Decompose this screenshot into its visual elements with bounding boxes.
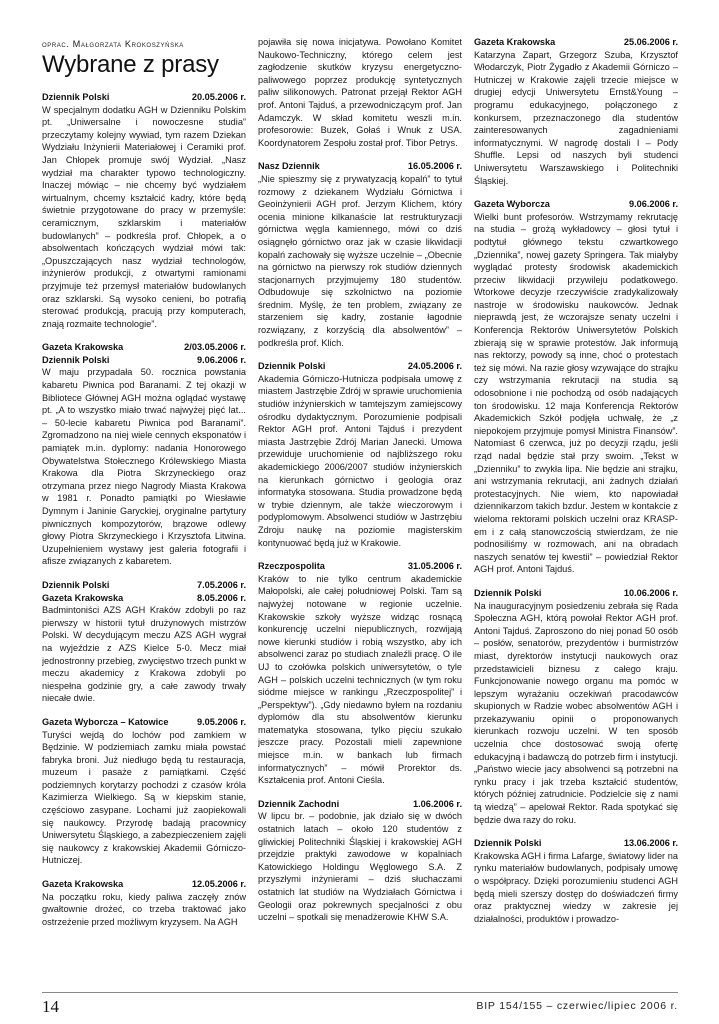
press-entry (474, 837, 678, 925)
press-entry (258, 560, 462, 787)
entry-source: Dziennik Polski (258, 361, 326, 372)
entry-source: Dziennik Polski (42, 354, 110, 365)
entry-text: W maju przypadała 50. rocznica powstania kabaretu Piwnica pod Baranami. Z tej okazji w Bibliotece Głównej AGH można oglądać wystawę pt. „A to wszystko miało trwać najwyżej pięć lat... – 50-lecie kabaretu Piwnica pod Baranami”. Zgromadzono na niej wiele cennych eksponatów i pamiątek m.in. dyplomy: nadania Honorowego Obywatelstwa Stołecznego Królewskiego Miasta Krakowa dla Piotra Skrzyneckiego oraz otrzymana przez niego Nagrody Miasta Krakowa w 1981 r. Ponadto pamiątki po Wiesławie Dymnym i Janinie Garyckiej, oryginalne partytury piwnicznych kompozytorów, brązowe odlewy głowy Piotra Skrzyneckiego i Krzysztofa Litwina. Uzupełnieniem wystawy jest galeria fotografii i afisze związanych z kabaretem. (42, 367, 246, 567)
entry-source: Gazeta Wyborcza (474, 199, 550, 210)
entry-header (258, 360, 462, 373)
entry-text: W specjalnym dodatku AGH w Dzienniku Polskim pt. „Uniwersalne i nowoczesne studia” przeczytamy kolejny wywiad, tym razem Dziekan Wydziału Inżynierii Materiałowej i Ceramiki prof. Jan Chłopek promuje swój Wydział. „Nasz wydział ma charakter typowo technologiczny. Inaczej mówiąc – nie chcemy być wydziałem wirtualnym, chcemy kształcić kadry, które będą świetnie przygotowane do pracy w przemyśle: ceramicznym, szklarskim i materiałów budowlanych” – podkreśla prof. Chłopek, a o absolwentach kończących wydział mówi tak: „Opuszczających nasz wydział technologów, inżynierów produkcji, z otwartymi ramionami przyjmuje też przemysł materiałów budowlanych oraz szklarski. Są wysoko cenieni, bo potrafią sterować produkcją, pracują przy komputerach, znają rozmaite technologie”. (42, 104, 246, 329)
press-entry (474, 198, 678, 576)
entry-text: Akademia Górniczo-Hutnicza podpisała umowę z miastem Jastrzębie Zdrój w sprawie uruchomienia studiów inżynierskich w tamtejszym zamiejscowy ośrodku dydaktycznym. Porozumienie podpisali Rektor AGH prof. Antoni Tajduś i prezydent miasta Jastrzębie Zdrój Marian Janecki. Umowa przewiduje uruchomienie od najbliższego roku akademickiego 2006/2007 studiów inżynierskich na kierunkach górnictwo i geologia oraz informatyka stosowana. Studia prowadzone będą w trybie dziennym, ale także wieczorowym i podyplomowym. Absolwenci studiów w Jastrzębiu Zdroju naukę na poziomie magisterskim kontynuować będą już w Krakowie. (258, 373, 462, 548)
press-entry (258, 160, 462, 349)
entry-date: 2/03.05.2006 r. (184, 342, 246, 353)
entry-header (42, 354, 246, 367)
entry-date: 24.05.2006 r. (407, 361, 462, 372)
entry-text: Na początku roku, kiedy paliwa zaczęły znów gwałtownie drożeć, co trzeba traktować jako ostrzeżenie przed możliwym kryzysem. Na AGH (42, 891, 246, 927)
footer-rule (42, 992, 678, 993)
entry-header (474, 587, 678, 600)
entry-date: 31.05.2006 r. (407, 561, 462, 572)
entry-header (42, 341, 246, 354)
column-2 (258, 36, 462, 984)
entry-text: Kraków to nie tylko centrum akademickie Małopolski, ale całej południowej Polski. Tam są najwyżej notowane w regionie uczelnie. Krakowskie szkoły wyższe widząc rosnącą konkurencję uczelni niepublicznych, rozwijają nowe kierunki studiów i robią wszystko, aby ich absolwenci zaraz po studiach znaleźli pracę. O ile UJ to czołówka polskich uniwersytetów, o tyle AGH – polskich uczelni technicznych (w tym roku siódme miejsce w rankingu „Rzeczpospolitej” i „Perspektyw”). „Gdy niedawno byłem na rozdaniu dyplomów dla stu absolwentów kierunku matematyka stosowana, tylko pięciu szukało jeszcze pracy. Pozostali mieli zapewnione miejsce m.in. w bankach lub firmach informatycznych” – mówił Prorektor ds. Kształcenia prof. Antoni Cieśla. (258, 573, 462, 786)
page-number: 14 (42, 997, 59, 1016)
entry-date: 8.05.2006 r. (196, 592, 246, 603)
entry-date: 9.05.2006 r. (196, 716, 246, 727)
entry-header (474, 36, 678, 49)
entry-text: „Nie spieszmy się z prywatyzacją kopalń” to tytuł rozmowy z dziekanem Wydziału Górnictwa i Geoinżynierii AGH prof. Jerzym Klichem, który ocenia minione kilkanaście lat restrukturyzacji górnictwa węgla kamiennego, mówi co dziś osiągnęło górnictwo oraz jak w czasie likwidacji kopalń zachowały się wyższe uczelnie – „Obecnie na górnictwo na pierwszy rok studiów dziennych stacjonarnych przyjmujemy 180 studentów. Odbudowuje się szkolnictwo na poziomie średnim. Myślę, że ten problem, związany ze starzeniem się kadry, zostanie łagodnie rozwiązany, z korzyścią dla absolwentów” – podkreśla prof. Klich. (258, 173, 462, 348)
entry-date: 1.06.2006 r. (412, 798, 462, 809)
press-entry (42, 341, 246, 568)
entry-header (258, 160, 462, 173)
entry-date: 13.06.2006 r. (623, 838, 678, 849)
entry-source: Gazeta Krakowska (42, 592, 124, 603)
entry-header (474, 837, 678, 850)
article-columns (42, 36, 678, 984)
issue-label: BIP 154/155 – czerwiec/lipiec 2006 r. (476, 1000, 678, 1012)
entry-source: Nasz Dziennik (258, 161, 320, 172)
entry-header (42, 91, 246, 104)
entry-date: 7.05.2006 r. (196, 579, 246, 590)
entry-text: Badmintoniści AZS AGH Kraków zdobyli po raz pierwszy w historii tytuł drużynowych mistrzów Polski. W decydującym meczu AZS AGH wygrał na wyjeździe z AZS Kielce 5-0. Mecz miał jednostronny przebieg, zwycięstwo trzech punkt w meczu akademicy z Krakowa zdobyli po niespełna godzinie gry, a całe zawody trwały niecałe dwie. (42, 605, 246, 704)
entry-header (474, 198, 678, 211)
entry-header (258, 560, 462, 573)
press-entry (42, 579, 246, 705)
column-1 (42, 36, 246, 984)
entry-date: 25.06.2006 r. (623, 37, 678, 47)
entry-source: Gazeta Krakowska (42, 342, 124, 353)
entry-source: Dziennik Polski (474, 587, 542, 598)
entry-text: Na inauguracyjnym posiedzeniu zebrała się Rada Społeczna AGH, którą powołał Rektor AGH prof. Antoni Tajduś. Zaproszono do niej ponad 50 osób – posłów, senatorów, prezydentów i burmistrzów miast, dyrektorów instytucji naukowych oraz przedstawicieli biznesu z całego kraju. Funkcjonowanie nowego organu ma pomóc w lepszym wyrażaniu oczekiwań pracodawców skupionych w Radzie wobec absolwentów AGH i przekazywaniu opinii o proponowanych kierunkach rozwoju uczelni. W ten sposób uczelnia chce dostosować swoją ofertę edukacyjną i badawczą do potrzeb firm i instytucji. „Państwo wiecie jacy absolwenci są potrzebni na rynku pracy i jak trzeba kształcić studentów, których później zatrudnicie. Podzielcie się z nami tą wiedzą” – apelował Rektor. Rada spotykać się będzie dwa razy do roku. (474, 600, 678, 825)
entry-header (42, 878, 246, 891)
entry-text: Wielki bunt profesorów. Wstrzymamy rekrutację na studia – grożą wykładowcy – głosi tytuł i podtytuł głównego tekstu czwartkowego „Dziennika”, nowej gazety Springera. Tak miałyby wyglądać protesty środowisk akademickich przeciw likwidacji przywileju podatkowego. Wtorkowe decyzje rzeczywiście zradykalizowały nastroje w środowisku naukowców. Jednak nieprawdą jest, że wczorajsze senaty uczelni i Konferencja Rektorów Uniwersytetów Polskich zbierają się w sprawie protestów. Jak informują nas rektorzy, powody są inne, choć o protestach też się mówi. Na razie głosy wzywające do strajku czy wstrzymania rekrutacji na studia są odosobnione i nie pochodzą od osób nadających ton środowisku. 12 maja Konferencja Rektorów Akademickich Szkół podjęła uchwałę, że „z niepokojem przyjmuje pomysł Ministra Finansów”. Natomiast 6 czerwca, już po decyzji rządu, jeśli rząd nadal będzie stał przy swoim. „Tekst w „Dzienniku” to zwykła lipa. Nie będzie ani strajku, ani wstrzymania rekrutacji, ani żadnych działań protestacyjnych. Nie wiem, kto napowiadał dziennikarzom takich bzdur. Jestem w kontakcie z wieloma rektorami polskich uczelni oraz KRASP-em i z całą stanowczością stwierdzam, że nie podnosiliśmy w rozmowach, ani na obradach naszych senatów tej kwestii” – powiedział Rektor AGH prof. Antoni Tajduś. (474, 211, 678, 575)
entry-date: 9.06.2006 r. (196, 354, 246, 365)
press-entry (42, 91, 246, 330)
entry-date: 20.05.2006 r. (191, 92, 246, 102)
entry-date: 9.06.2006 r. (628, 199, 678, 210)
entry-source: Dziennik Polski (42, 579, 110, 590)
author-byline: oprac. Małgorzata Krokoszyńska (42, 39, 184, 49)
press-entry (42, 878, 246, 928)
entry-text: pojawiła się nowa inicjatywa. Powołano Komitet Naukowo-Techniczny, którego celem jest zagłodzenie skutków kryzysu energetyczno-paliwowego poprzez produkcję syntetycznych paliw silikonowych. Patronat przejął Rektor AGH prof. Antoni Tajduś, a przewodniczącym prof. Jan Adamczyk. W skład komitetu weszli m.in. profesorowie: Buzek, Gołaś i Wnuk z USA. Koordynatorem Zespołu został prof. Tibor Petrys. (258, 37, 462, 148)
column-3 (474, 36, 678, 984)
entry-header (42, 592, 246, 605)
press-entry (258, 798, 462, 924)
press-entry (474, 587, 678, 826)
entry-source: Gazeta Krakowska (42, 879, 124, 890)
press-entry (258, 360, 462, 549)
column-entries (474, 36, 678, 925)
press-entry (42, 716, 246, 867)
press-entry (474, 36, 678, 187)
entry-source: Dziennik Polski (42, 92, 110, 102)
press-entry (258, 36, 462, 149)
entry-header (42, 716, 246, 729)
entry-text: Katarzyna Zapart, Grzegorz Szuba, Krzysztof Włodarczyk, Piotr Żygadło z Akademii Górniczo – Hutniczej w Krakowie zajęli trzecie miejsce w drugiej edycji Uniwersytetu Ernst&Young – programu edukacyjnego, połączonego z konkursem, przeznaczonego dla studentów zainteresowanych zagadnieniami informatycznymi. W nagrodę dostali I – Pody Shuffle. Lepsi od naszych byli studenci Uniwersytetu Warszawskiego i Politechniki Śląskiej. (474, 49, 678, 186)
entry-header (42, 579, 246, 592)
entry-source: Dziennik Polski (474, 838, 542, 849)
entry-text: Turyści wejdą do lochów pod zamkiem w Będzinie. W podziemiach zamku miała powstać fabryka broni. Już niedługo będą tu restauracja, muzeum i pasaże z pamiątkami. Część podziemnych korytarzy pochodzi z czasów króla Kazimierza Wielkiego. Są w kiepskim stanie, częściowo zasypane. Lochami już zaopiekowali się naukowcy. Przyrodę badają pracownicy Uniwersytetu Śląskiego, a zabezpieczeniem zajęli się naukowcy z krakowskiej Akademii Górniczo-Hutniczej. (42, 729, 246, 866)
entry-date: 16.05.2006 r. (407, 161, 462, 172)
entry-header (258, 798, 462, 811)
entry-source: Gazeta Krakowska (474, 37, 556, 47)
entry-source: Gazeta Wyborcza – Katowice (42, 716, 169, 727)
entry-date: 10.06.2006 r. (623, 587, 678, 598)
entry-text: W lipcu br. – podobnie, jak działo się w dwóch ostatnich latach – około 120 studentów z gliwickiej Politechniki Śląskiej i krakowskiej AGH przejdzie praktyki zawodowe w kopalniach Katowickiego Holdingu Węglowego S.A. Z przyszłymi inżynierami – dziś słuchaczami ostatnich lat studiów na Wydziałach Górnictwa i Geologii oraz pokrewnych specjalności z obu uczelni – spotkali się menadżerowie KHW S.A. (258, 811, 462, 923)
column-entries (42, 91, 246, 928)
column-entries (258, 36, 462, 924)
entry-source: Rzeczpospolita (258, 561, 325, 572)
entry-date: 12.05.2006 r. (191, 879, 246, 890)
entry-text: Krakowska AGH i firma Lafarge, światowy lider na rynku materiałów budowlanych, podpisały umowę o współpracy. Dzięki porozumieniu studenci AGH będą mieli szerszy dostęp do doświadczeń firmy oraz praktycznej wiedzy w zakresie jej działalności, produktów i prowadzo- (474, 850, 678, 924)
page-title: Wybrane z prasy (42, 51, 219, 78)
entry-source: Dziennik Zachodni (258, 798, 340, 809)
